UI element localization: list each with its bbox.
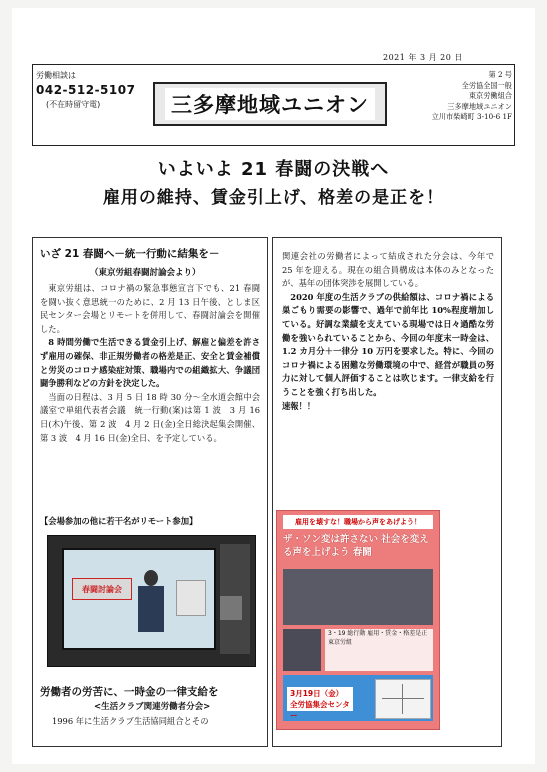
issue-number: 第 2 号 [488, 70, 512, 79]
main-headline: いよいよ 21 春闘の決戦へ [157, 159, 390, 180]
photo-caption: 【会場参加の他に若干名がリモート参加】 [40, 516, 198, 526]
screen-banner: 春闘討論会 [72, 578, 132, 600]
paragraph: 8 時間労働で生活できる賃金引上げ、解雇と偏差を許さず雇用の確保、非正規労働者の格差是正、安全と賃金補償と労災のコロナ感染症対策、職場内での組織拡大、争議団闘争勝利などの方針を決定した。 [40, 337, 260, 389]
consult-label: 労働相談は [36, 71, 76, 80]
poster-banner: 雇用を壊すな！職場から声をあげよう！ [283, 515, 433, 529]
article2-subtitle: <生活クラブ関連労働者分会> [94, 702, 211, 712]
consult-phone: 042-512-5107 [36, 83, 136, 97]
org-line: 三多摩地域ユニオン [447, 101, 512, 111]
photo-detail [220, 596, 242, 620]
paragraph: 関連会社の労働者によって結成された分会は、今年で 25 年を迎える。現在の組合員構成は本体のみとなったが、基年の団体突渉を展開している。 [282, 251, 494, 289]
article-title: いざ 21 春闘へ－統一行動に結集を－ [40, 248, 220, 260]
issue-date: 2021 年 3 月 20 日 [383, 53, 463, 62]
projector-screen [62, 548, 216, 650]
event-poster [276, 510, 440, 730]
org-address: 立川市柴崎町 3-10-6 1F [431, 112, 512, 122]
poster-crowd-photo [283, 569, 433, 625]
article2-title: 労働者の労苦に、一時金の一律支給を [40, 686, 219, 698]
scan-margin [12, 8, 543, 22]
paragraph: 当面の日程は、3 月 5 日 18 時 30 分～全水道会館中会議室で単組代表者会議 統一行動(案)は第 1 波 3 月 16 日(木)午後、第 2 波 4 月 2 日(金)全日総決起集会開催、第 3 波 4 月 16 日(金)全日、を予定している。 [40, 391, 260, 443]
closing-line: 速報！！ [282, 400, 316, 411]
speaker-figure [138, 570, 164, 632]
paragraph: 東京労組は、コロナ禍の緊急事態宣言下でも、21 春闘を闘い抜く意思統一のために、2 月 13 日午後、としま区民センター会場とリモートを併用して、春闘討論会を開催した。 [40, 283, 260, 334]
article2-continued [282, 250, 494, 413]
article2-body: 1996 年に生活クラブ生活協同組合とその [52, 716, 209, 726]
organization-info [392, 70, 512, 123]
poster-date: 3月19日（金） 全労協集会センター [287, 687, 353, 711]
sub-headline: 雇用の維持、賃金引上げ、格差の是正を！ [102, 188, 445, 208]
paragraph: 2020 年度の生活クラブの供給額は、コロナ禍による巣ごもり需要の影響で、過年で前年比 10%程度増加している。好調な業績を支えている現場では日々過酷な労働を強いられていることから、今回の年度末一時金は、1.2 カ月分＋一律分 10 万円を要求した。特に、今回のコロナ禍による困難な労働環境の中で、経営が職員の努力に対して個人評価することは吹じます。一律支給を行うことを強く打ち出した。 [282, 291, 494, 397]
meeting-photo [47, 535, 256, 667]
poster-photo [283, 629, 321, 671]
poster-info: 3・19 総行動 雇用・賃金・格差是正 東京労組 [325, 629, 433, 671]
org-line: 東京労働組合 [468, 91, 512, 101]
union-logo [153, 82, 387, 126]
article-subtitle: （東京労組春闘討論会より） [90, 268, 201, 278]
screen-panel [176, 580, 206, 616]
consultation-box [36, 70, 146, 110]
map-icon [375, 679, 431, 719]
poster-title: ザ・ソン変は許さない 社会を変える声を上げよう 春闘 [283, 534, 429, 558]
logo-text: 三多摩地域ユニオン [165, 88, 375, 120]
consult-note: (不在時留守電) [46, 100, 101, 109]
org-line: 全労協全国一般 [461, 80, 512, 90]
article-body [40, 282, 260, 445]
